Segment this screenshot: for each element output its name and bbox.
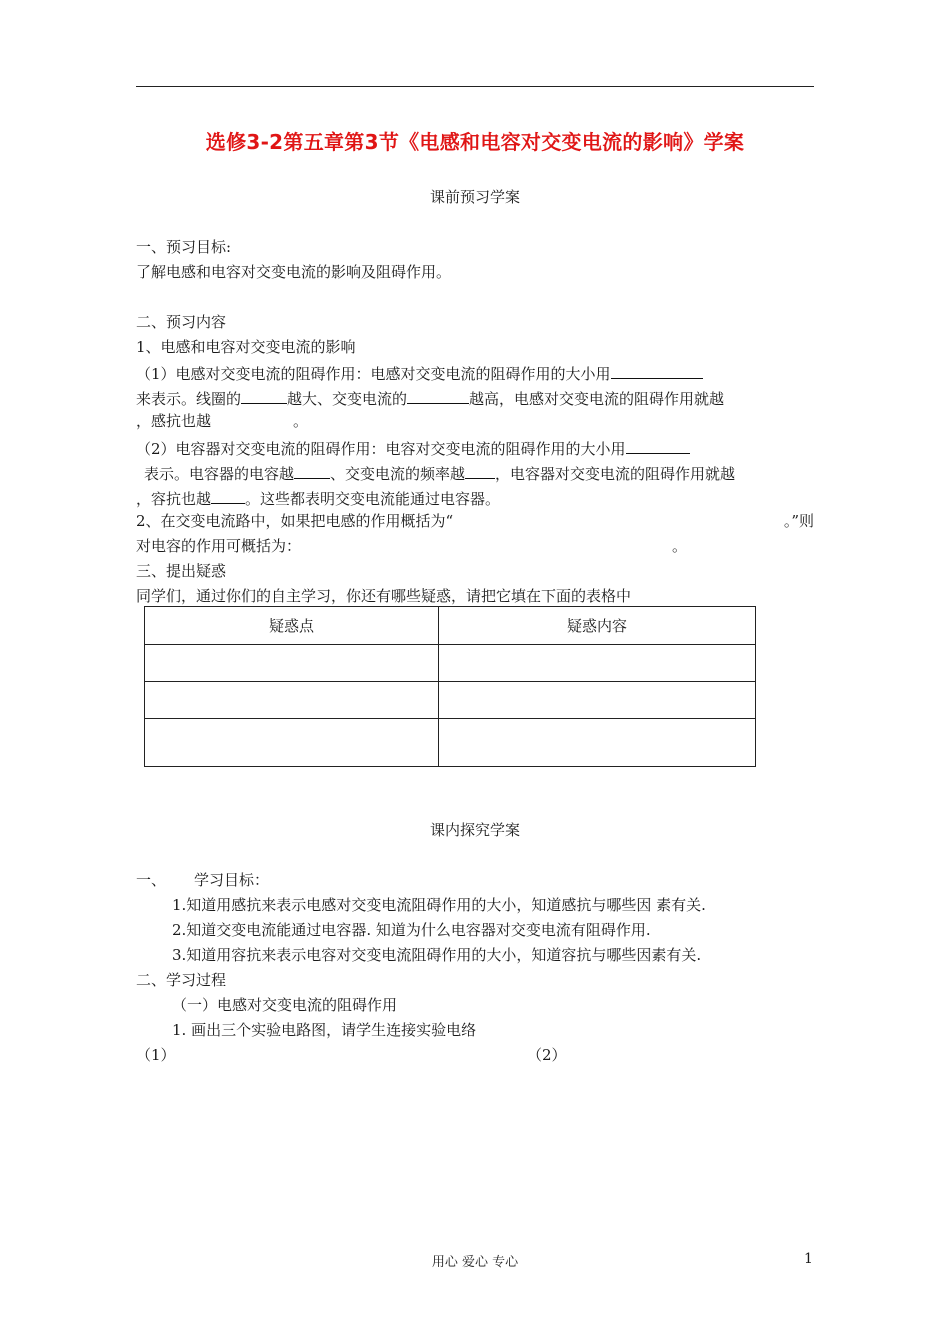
table-cell[interactable] [145,719,439,767]
table-cell[interactable] [439,645,756,682]
section3-body: 同学们，通过你们的自主学习，你还有哪些疑惑，请把它填在下面的表格中 [136,587,632,605]
table-row [145,719,756,767]
figure-label-1: （1） [136,1046,176,1064]
top-rule [136,86,814,87]
page-number: 1 [804,1251,813,1267]
table-header-row [145,607,756,645]
section2-item1: 1、电感和电容对交变电流的影响 [136,338,356,356]
step-1: 1. 画出三个实验电路图，请学生连接实验电络 [172,1021,477,1039]
fill-blank[interactable] [294,464,330,479]
table-row [145,645,756,682]
para1-line3: ，感抗也越 。 [136,412,309,430]
table-header-doubt-point: 疑惑点 [145,607,439,645]
fill-blank[interactable] [407,389,469,404]
fill-blank[interactable] [626,439,690,454]
section3-heading: 三、提出疑惑 [136,562,227,580]
para2-line1: （2）电容器对交变电流的阻碍作用：电容对交变电流的阻碍作用的大小用 [136,439,690,457]
fill-blank[interactable] [211,489,245,504]
para1-line2: 来表示。线圈的 越大、交变电流的 越高，电感对交变电流的阻碍作用就越 [136,390,725,408]
question2-line1-end: 。”则 [783,512,814,530]
preview-heading: 课前预习学案 [429,188,520,206]
objective-2: 2.知道交变电流能通过电容器. 知道为什么电容器对交变电流有阻碍作用. [172,921,651,939]
question2-line2: 对电容的作用可概括为： [136,537,302,555]
question2-line2-end: 。 [672,537,688,555]
footer-motto: 用心 爱心 专心 [431,1255,519,1270]
fill-blank[interactable] [241,389,287,404]
table-header-doubt-content: 疑惑内容 [439,607,756,645]
objectives-heading: 学习目标： [194,871,270,889]
process-heading: 二、学习过程 [136,971,227,989]
table-cell[interactable] [439,719,756,767]
objective-1: 1.知道用感抗来表示电感对交变电流阻碍作用的大小，知道感抗与哪些因 素有关. [172,896,706,914]
doubts-table [144,606,756,767]
para2-line3: ，容抗也越 。这些都表明交变电流能通过电容器。 [136,490,501,508]
table-cell[interactable] [439,682,756,719]
inclass-heading: 课内探究学案 [429,821,520,839]
objectives-number: 一、 [136,871,167,889]
fill-blank[interactable] [611,364,703,379]
document-title: 选修3-2第五章第3节《电感和电容对交变电流的影响》学案 [205,130,745,154]
figure-label-2: （2） [527,1046,567,1064]
table-cell[interactable] [145,645,439,682]
section2-heading: 二、预习内容 [136,313,227,331]
section1-heading: 一、预习目标: [136,238,232,256]
para2-line2: 表示。电容器的电容越 、交变电流的频率越 ，电容器对交变电流的阻碍作用就越 [144,465,736,483]
table-cell[interactable] [145,682,439,719]
section1-body: 了解电感和电容对交变电流的影响及阻碍作用。 [136,263,452,281]
para1-line1: （1）电感对交变电流的阻碍作用：电感对交变电流的阻碍作用的大小用 [136,364,703,382]
subsection-1: （一）电感对交变电流的阻碍作用 [172,996,398,1014]
table-row [145,682,756,719]
fill-blank[interactable] [465,464,495,479]
question2-line1: 2、在交变电流路中，如果把电感的作用概括为“ [136,512,454,530]
objective-3: 3.知道用容抗来表示电容对交变电流阻碍作用的大小，知道容抗与哪些因素有关. [172,946,702,964]
